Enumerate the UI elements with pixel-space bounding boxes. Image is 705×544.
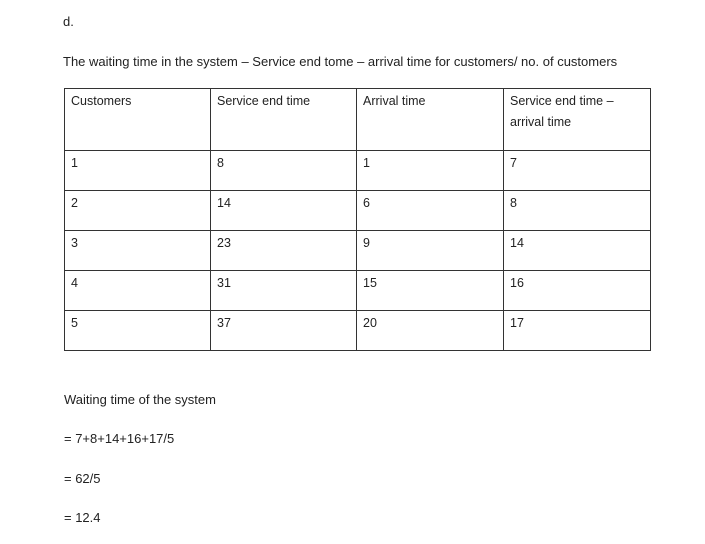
cell-difference: 16 [504,271,651,311]
cell-service-end-time: 8 [211,151,357,191]
header-service-end-time: Service end time [211,89,357,151]
table-row [65,191,651,231]
cell-arrival-time: 9 [357,231,504,271]
cell-customer: 2 [65,191,211,231]
header-arrival-time: Arrival time [357,89,504,151]
cell-arrival-time: 20 [357,311,504,351]
cell-customer: 5 [65,311,211,351]
cell-customer: 1 [65,151,211,191]
cell-difference: 8 [504,191,651,231]
section-label: d. [63,14,74,29]
waiting-time-table [64,88,651,351]
cell-service-end-time: 37 [211,311,357,351]
table-row [65,151,651,191]
table-row [65,271,651,311]
cell-customer: 3 [65,231,211,271]
calculation-line: = 7+8+14+16+17/5 [64,431,175,446]
cell-service-end-time: 14 [211,191,357,231]
intro-text: The waiting time in the system – Service end tome – arrival time for customers/ no. of customers [63,54,618,69]
cell-arrival-time: 15 [357,271,504,311]
cell-service-end-time: 23 [211,231,357,271]
cell-customer: 4 [65,271,211,311]
calculation-line: = 62/5 [64,471,101,486]
cell-difference: 17 [504,311,651,351]
cell-difference: 7 [504,151,651,191]
table-row [65,311,651,351]
header-customers: Customers [65,89,211,151]
table-row [65,231,651,271]
header-difference: Service end time – arrival time [504,89,651,151]
cell-difference: 14 [504,231,651,271]
cell-arrival-time: 1 [357,151,504,191]
summary-heading: Waiting time of the system [64,392,216,407]
calculation-result: = 12.4 [64,510,101,525]
cell-service-end-time: 31 [211,271,357,311]
table-header-row [65,89,651,151]
cell-arrival-time: 6 [357,191,504,231]
